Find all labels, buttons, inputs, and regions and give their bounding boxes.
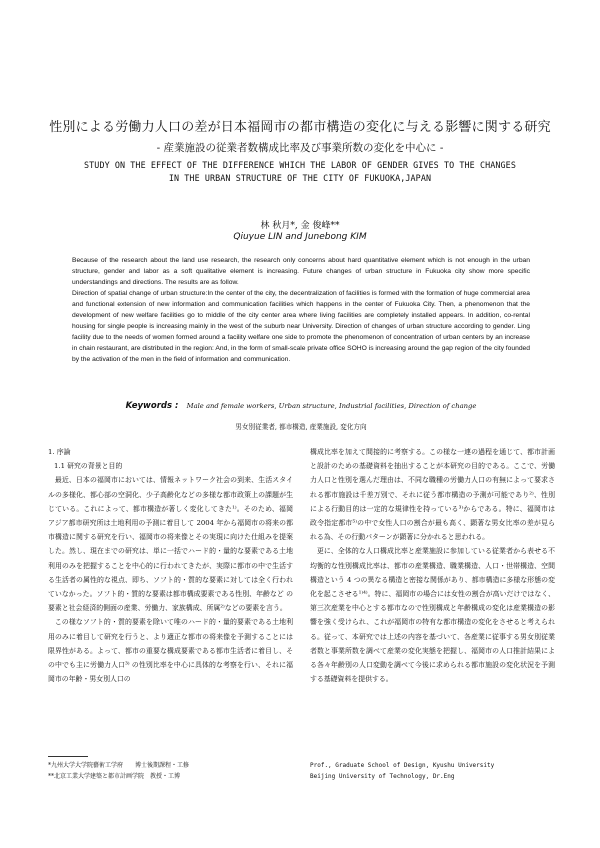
keywords-english-line	[72, 401, 530, 411]
footnote-row-2	[48, 771, 558, 782]
footnote-row-1	[48, 760, 558, 771]
right-paragraph-1: 構成比率を加えて間接的に考察する。この様な一連の過程を通じて、都市計画と設計のための基礎資料を抽出することが本研究の目的である。ここで、労働力人口と性別を選んだ理由は、不同な職種の労働力人口の有無によって要求される都市施設は千差万別で、それに従う都市構造の予測が可能であり²⁾、性別による行動目的は一定的な規律性を持っている³⁾からである。特に、福岡市は政令指定都市⁵⁾の中で女性人口の割合が最も高く、顕著な男女比率の差が見られる為、その行動パターンが顕著に分かれると思われる。	[310, 448, 555, 542]
abstract-paragraph-2: Direction of spatial change of urban structure:In the center of the city, the decentralization of facilities is formed with the formation of huge commercial area and functional extension of new information and communication facilities which happens in the center of Fukuoka City. Then, a phenomenon that the development of new welfare facilities go to middle of the city center area where living facilities are completely installed appears. In addition, co-rental housing for single people is increasing mainly in the west of the suburb near University. Direction of changes of urban structure according to gender. Ling facility due to the needs of women formed around a facility welfare one side to promote the phenomenon of concentration of urban centers by an increase in chain restaurant, are distributed in the region: And, in the form of small-scale private office SOHO is increasing around the gap region of the city founded by the activation of the men in the field of information and communication.	[72, 290, 530, 363]
english-title-line-1: STUDY ON THE EFFECT OF THE DIFFERENCE WHICH THE LABOR OF GENDER GIVES TO THE CHANGES	[84, 160, 516, 170]
right-column	[310, 445, 555, 686]
footnotes	[48, 760, 558, 782]
keywords-japanese: 男女別従業者, 都市構造, 産業施設, 変化方向	[235, 423, 367, 431]
footnote-rule	[48, 756, 88, 757]
english-title	[40, 159, 560, 185]
paper-subtitle: - 産業施設の従業者数構成比率及び事業所数の変化を中心に -	[156, 142, 444, 154]
subsection-heading-background: 1.1 研究の背景と目的	[54, 462, 123, 471]
abstract-paragraph-1: Because of the research about the land use research, the research only concerns about hard quantitative element which is not enough in the urban structure, gender and labor as a soft qualitative element is increasing. Future changes of urban structure in Fukuoka city show more specific understandings and directions. The results are as follow.	[72, 257, 530, 286]
left-column	[48, 445, 293, 686]
left-paragraph-1: 最近、日本の福岡市においては、情報ネットワーク社会の到来、生活スタイルの多様化、都心部の空洞化、少子高齢化などの多様な都市政策上の課題が生じている。これによって、都市構造が著しく変化してきた¹⁾。そのため、福岡アジア都市研究所は土地利用の予測に着目して 2004 年から福岡市の将来の都市構造に関する研究を行い、福岡市の将来像とその実現に向けた仕組みを提案した。然し、現在までの研究は、単に一括でハード的・量的な要素である土地利用のみを把握することを中心的に行われてきたが、実際に都市の中で生活する生活者の属性的な視点、即ち、ソフト的・質的な要素に対しては全く行われていなかった。ソフト的・質的な要素は都市構成要素である性別、年齢など の要素と社会経済的側面の産業、労働力、家族構成、所属²⁾などの要素を言う。	[48, 476, 293, 613]
footnote-affiliation-2-en: Beijing University of Technology, Dr.Eng	[310, 773, 455, 780]
left-paragraph-2: この様なソフト的・質的要素を除いて唯のハード的・量的要素である土地利用のみに着目して研究を行うと、より適正な都市の将来像を予測することには限界性がある。よって、都市の重要な構成要素である都市生活者に着目し、その中でも主に労働力人口³⁾ の性別比率を中心に具体的な考察を行い、それに福岡市の年齢・男女別人口の	[48, 618, 293, 684]
paper-title: 性別による労働力人口の差が日本福岡市の都市構造の変化に与える影響に関する研究	[49, 120, 551, 135]
section-heading-introduction: 1. 序論	[48, 448, 71, 456]
footnote-affiliation-2-jp: **北京工業大学建築と都市計画学院 教授・工博	[48, 773, 181, 780]
english-title-line-2: IN THE URBAN STRUCTURE OF THE CITY OF FUKUOKA,JAPAN	[168, 173, 432, 183]
keywords-label: Keywords :	[125, 401, 179, 411]
keywords-english: Male and female workers, Urban structure, Industrial facilities, Direction of change	[186, 402, 477, 410]
authors-japanese: 林 秋月*, 金 俊峰**	[260, 221, 340, 231]
authors-english: Qiuyue LIN and Junebong KIM	[233, 232, 367, 242]
right-paragraph-2: 更に、全体的な人口構成比率と産業施設に参加している従業者から表せる不均衡的な性別構成比率は、都市の産業構造、職業構造、人口・世帯構造、空間構造という 4 つの異なる構造と密接な関係があり、都市構造に多様な形態の変化を起こさせる¹⁾⁴⁾。特に、福岡市の場合には女性の割合が高いだけではなく、第三次産業を中心とする都市なので性別構成と年齢構成の変化は産業構造の影響を強く受けられ、これが福岡市の特有な都市構造の変化をさせると考えられる。従って、本研究では上述の内容を基づいて、各産業に従事する男女別従業者数と事業所数を調べて産業の変化実態を把握し、福岡市の人口推計結果による各々年齢別の人口変動を調べて今後に求められる都市施設の変化状況を予測する基礎資料を提供する。	[310, 547, 555, 684]
footnote-affiliation-1-en: Prof., Graduate School of Design, Kyushu University	[310, 762, 495, 769]
footnote-affiliation-1-jp: *九州大学大学院藝術工学府 博士後期課程・工修	[48, 762, 190, 769]
abstract	[72, 255, 530, 365]
